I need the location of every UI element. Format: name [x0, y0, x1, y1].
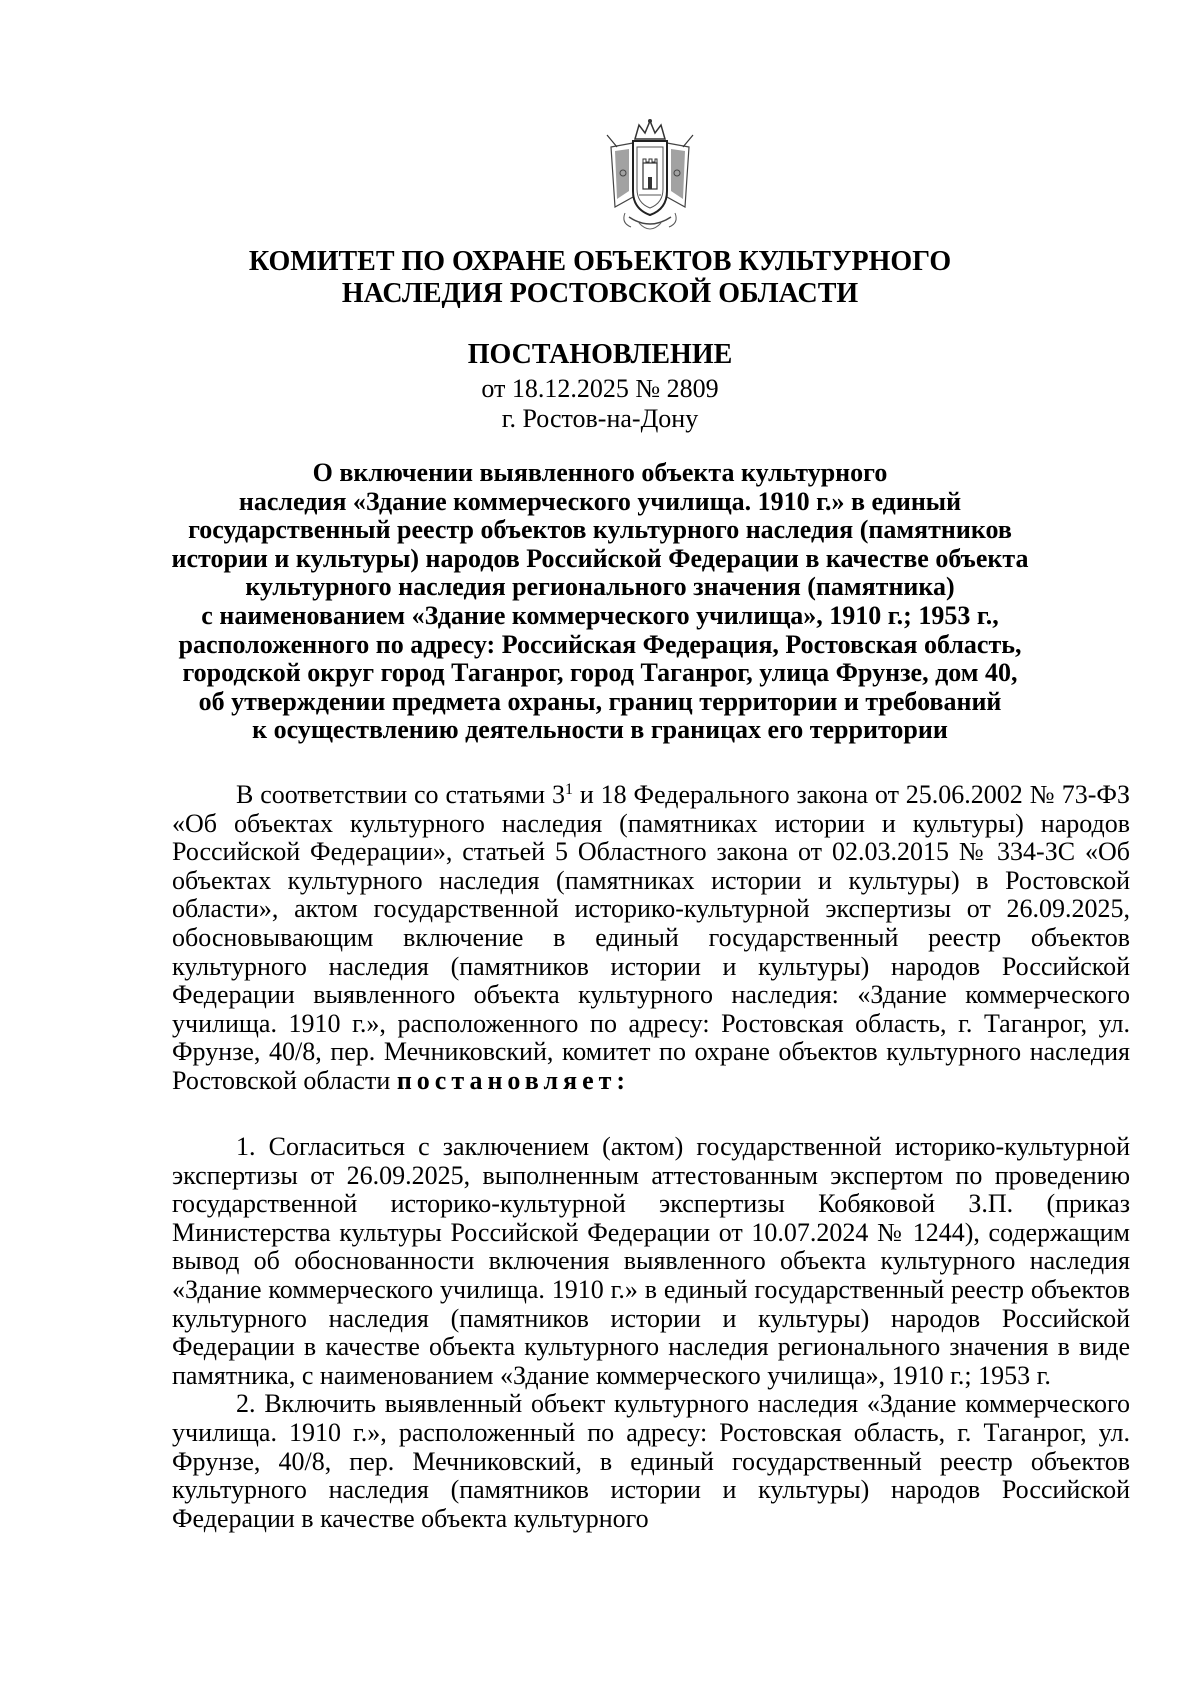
subject-line: городской округ город Таганрог, город Таганрог, улица Фрунзе, дом 40, — [182, 658, 1018, 688]
document-city: г. Ростов-на-Дону — [501, 404, 699, 433]
document-subject — [0, 459, 1200, 745]
preamble-part-2: и 18 Федерального закона от 25.06.2002 № 73-ФЗ «Об объектах культурного наследия (памятниках истории и культуры) народов Российской Федерации», статьей 5 Областного закона от 02.03.2015 № 334-ЗС «Об объектах культурного наследия (памятниках истории и культуры) в Ростовской области», актом государственной историко-культурной экспертизы от 26.09.2025, обосновывающим включение в единый государственный реестр объектов культурного наследия (памятников истории и культуры) народов Российской Федерации выявленного объекта культурного наследия: «Здание коммерческого училища. 1910 г.», расположенного по адресу: Ростовская область, г. Таганрог, ул. Фрунзе, 40/8, пер. Мечниковский, комитет по охране объектов культурного наследия Ростовской области — [172, 780, 1130, 1095]
subject-line: наследия «Здание коммерческого училища. 1910 г.» в единый — [238, 486, 962, 516]
decree-item-1: 1. Согласиться с заключением (актом) государственной историко-культурной экспертизы от 26.09.2025, выполненным аттестованным экспертом по проведению государственной историко-культурной экспертизы Кобяковой З.П. (приказ Министерства культуры Российской Федерации от 10.07.2024 № 1244), содержащим вывод об обоснованности включения выявленного объекта культурного наследия «Здание коммерческого училища. 1910 г.» в единый государственный реестр объектов культурного наследия (памятников истории и культуры) народов Российской Федерации в качестве объекта культурного наследия регионального значения в виде памятника, с наименованием «Здание коммерческого училища», 1910 г.; 1953 г. — [172, 1132, 1130, 1390]
subject-line: расположенного по адресу: Российская Федерация, Ростовская область, — [178, 629, 1022, 659]
decree-item-2: 2. Включить выявленный объект культурного наследия «Здание коммерческого училища. 1910 г.», расположенный по адресу: Ростовская область, г. Таганрог, ул. Фрунзе, 40/8, пер. Мечниковский, в единый государственный реестр объектов культурного наследия (памятников истории и культуры) народов Российской Федерации в качестве объекта культурного — [172, 1389, 1130, 1533]
subject-line: государственный реестр объектов культурного наследия (памятников — [188, 515, 1012, 545]
decree-items — [172, 1133, 1130, 1533]
preamble-part-1: В соответствии со статьями 3 — [236, 780, 565, 809]
preamble-superscript: 1 — [564, 781, 573, 798]
subject-line: к осуществлению деятельности в границах его территории — [252, 715, 948, 745]
subject-line: культурного наследия регионального значения (памятника) — [245, 572, 955, 602]
coat-of-arms-emblem — [603, 117, 697, 237]
organization-name — [0, 246, 1200, 310]
subject-line: истории и культуры) народов Российской Федерации в качестве объекта — [171, 543, 1029, 573]
document-date-number: от 18.12.2025 № 2809 — [481, 374, 719, 403]
subject-line: об утверждении предмета охраны, границ территории и требований — [198, 686, 1002, 716]
preamble-text — [172, 781, 1130, 1096]
organization-line-2: НАСЛЕДИЯ РОСТОВСКОЙ ОБЛАСТИ — [341, 278, 859, 309]
preamble-paragraph — [172, 781, 1130, 1096]
document-meta — [0, 374, 1200, 434]
subject-line: с наименованием «Здание коммерческого училища», 1910 г.; 1953 г., — [201, 600, 999, 630]
document-type: ПОСТАНОВЛЕНИЕ — [467, 339, 733, 370]
decree-word: постановляет: — [396, 1065, 631, 1095]
subject-line: О включении выявленного объекта культурного — [312, 458, 888, 487]
organization-line-1: КОМИТЕТ ПО ОХРАНЕ ОБЪЕКТОВ КУЛЬТУРНОГО — [248, 246, 952, 277]
emblem-icon — [603, 117, 697, 237]
